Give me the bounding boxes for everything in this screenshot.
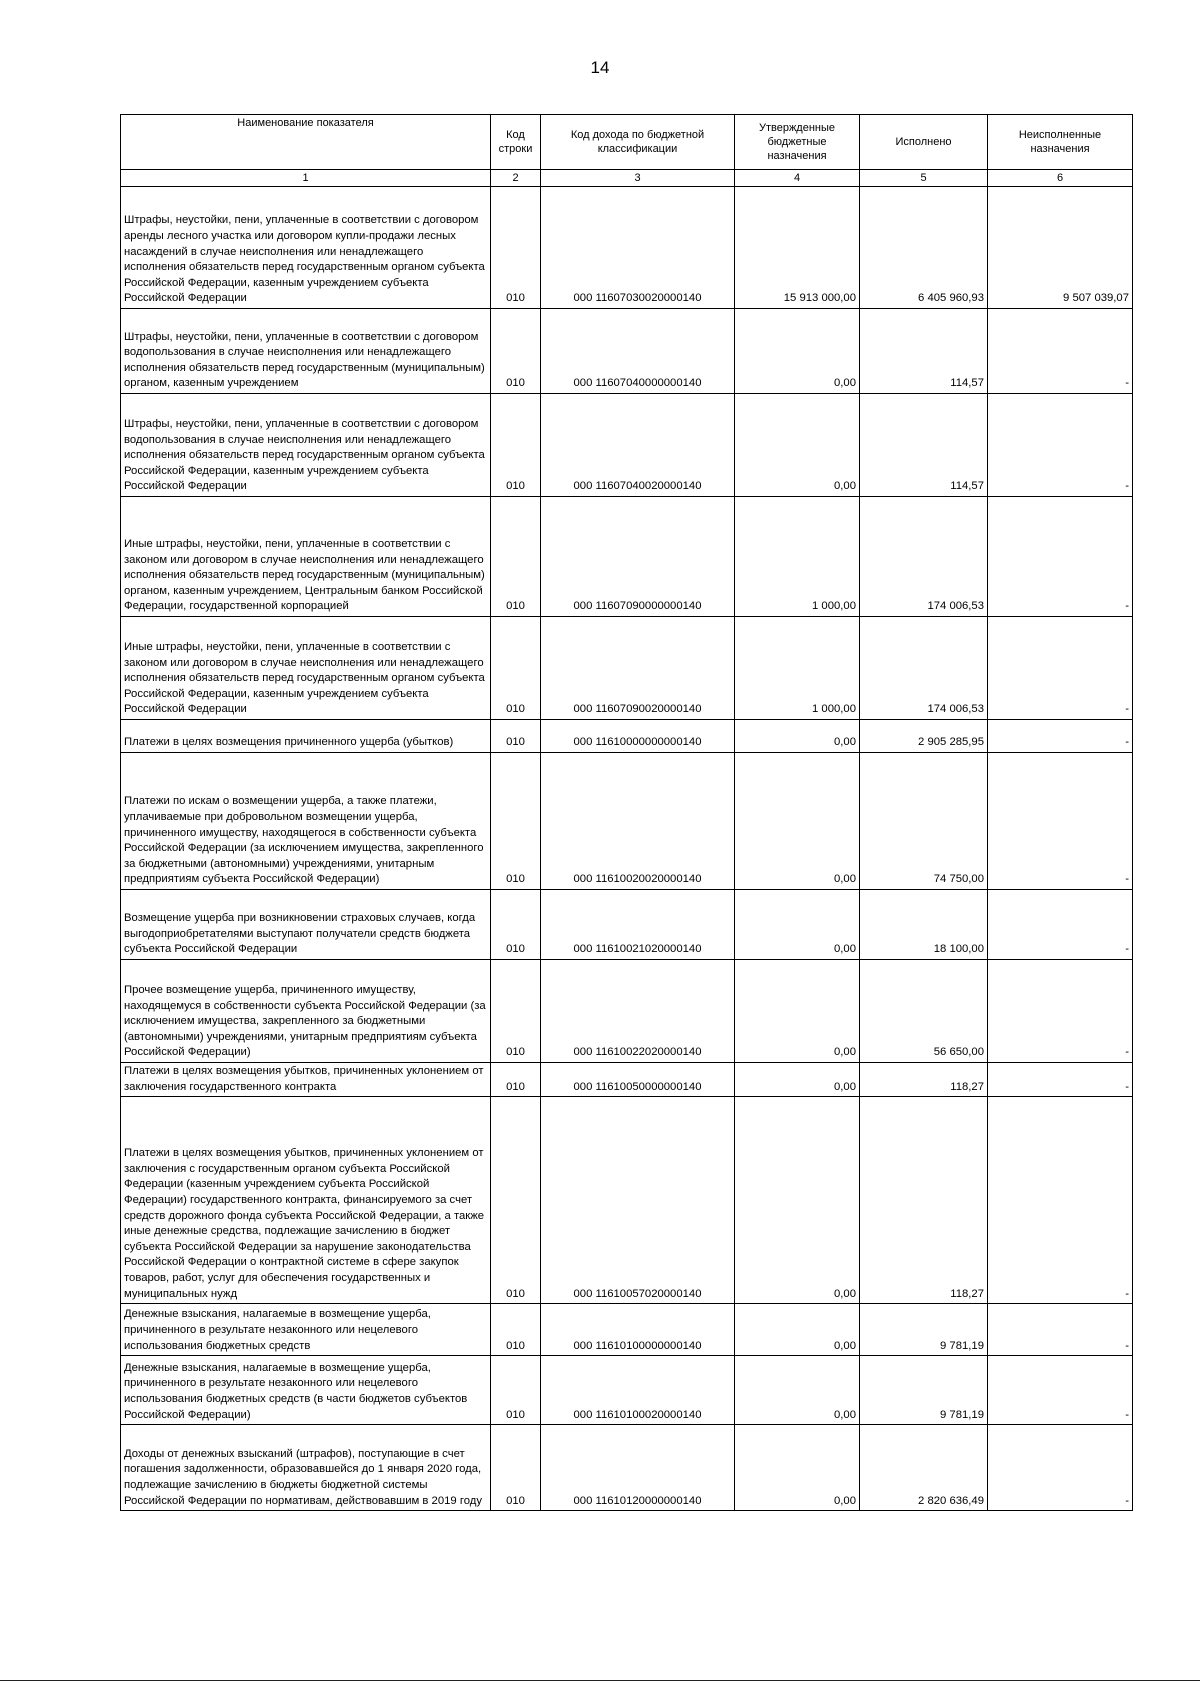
row-name: Доходы от денежных взысканий (штрафов), поступающие в счет погашения задолженности, образовавшейся до 1 января 2020 года, подлежащие зачислению в бюджеты бюджетной системы Российской Федерации по нормативам, действовавшим в 2019 году xyxy=(121,1425,491,1511)
page-number: 14 xyxy=(590,58,610,77)
column-number-row xyxy=(121,170,1133,187)
row-executed: 174 006,53 xyxy=(860,497,988,617)
row-unexecuted: - xyxy=(988,1304,1133,1356)
row-income-code: 000 11610057020000140 xyxy=(541,1097,735,1304)
row-code: 010 xyxy=(491,309,541,394)
budget-income-table xyxy=(120,114,1133,1511)
row-approved: 15 913 000,00 xyxy=(735,187,860,309)
row-unexecuted: - xyxy=(988,1097,1133,1304)
row-unexecuted: - xyxy=(988,720,1133,753)
row-unexecuted: - xyxy=(988,394,1133,497)
row-name: Штрафы, неустойки, пени, уплаченные в соответствии с договором аренды лесного участка или договором купли-продажи лесных насаждений в случае неисполнения или ненадлежащего исполнения обязательств перед государственным органом субъекта Российской Федерации, казенным учреждением субъекта Российской Федерации xyxy=(121,187,491,309)
row-approved: 0,00 xyxy=(735,960,860,1063)
row-unexecuted: - xyxy=(988,1063,1133,1097)
row-income-code: 000 11607040000000140 xyxy=(541,309,735,394)
row-code: 010 xyxy=(491,394,541,497)
row-approved: 0,00 xyxy=(735,890,860,960)
row-name: Платежи в целях возмещения убытков, причиненных уклонением от заключения с государственным органом субъекта Российской Федерации (казенным учреждением субъекта Российской Федерации) государственного контракта, финансируемого за счет средств дорожного фонда субъекта Российской Федерации, а также иные денежные средства, подлежащие зачислению в бюджет субъекта Российской Федерации за нарушение законодательства Российской Федерации о контрактной системе в сфере закупок товаров, работ, услуг для обеспечения государственных и муниципальных нужд xyxy=(121,1097,491,1304)
row-name: Штрафы, неустойки, пени, уплаченные в соответствии с договором водопользования в случае неисполнения или ненадлежащего исполнения обязательств перед государственным (муниципальным) органом, казенным учреждением xyxy=(121,309,491,394)
row-approved: 0,00 xyxy=(735,720,860,753)
row-code: 010 xyxy=(491,1063,541,1097)
header-unexecuted: Неисполненные назначения xyxy=(988,115,1133,170)
column-number: 2 xyxy=(491,170,541,187)
header-executed: Исполнено xyxy=(860,115,988,170)
row-unexecuted: - xyxy=(988,497,1133,617)
row-executed: 118,27 xyxy=(860,1097,988,1304)
row-unexecuted: - xyxy=(988,1356,1133,1425)
row-approved: 1 000,00 xyxy=(735,497,860,617)
row-income-code: 000 11610021020000140 xyxy=(541,890,735,960)
row-name: Прочее возмещение ущерба, причиненного имуществу, находящемуся в собственности субъекта Российской Федерации (за исключением имущества, закрепленного за бюджетными (автономными) учреждениями, унитарным предприятиям субъекта Российской Федерации) xyxy=(121,960,491,1063)
table-row xyxy=(121,753,1133,890)
row-approved: 0,00 xyxy=(735,1356,860,1425)
row-unexecuted: - xyxy=(988,1425,1133,1511)
row-executed: 114,57 xyxy=(860,309,988,394)
row-name: Денежные взыскания, налагаемые в возмещение ущерба, причиненного в результате незаконного или нецелевого использования бюджетных средств (в части бюджетов субъектов Российской Федерации) xyxy=(121,1356,491,1425)
row-unexecuted: - xyxy=(988,890,1133,960)
row-approved: 0,00 xyxy=(735,309,860,394)
row-code: 010 xyxy=(491,1425,541,1511)
row-name: Иные штрафы, неустойки, пени, уплаченные в соответствии с законом или договором в случае неисполнения или ненадлежащего исполнения обязательств перед государственным органом субъекта Российской Федерации, казенным учреждением субъекта Российской Федерации xyxy=(121,617,491,720)
row-income-code: 000 11610050000000140 xyxy=(541,1063,735,1097)
row-code: 010 xyxy=(491,617,541,720)
row-code: 010 xyxy=(491,1304,541,1356)
header-approved: Утвержденные бюджетные назначения xyxy=(735,115,860,170)
row-income-code: 000 11607030020000140 xyxy=(541,187,735,309)
header-row xyxy=(121,115,1133,170)
row-executed: 2 905 285,95 xyxy=(860,720,988,753)
row-unexecuted: - xyxy=(988,309,1133,394)
row-income-code: 000 11610120000000140 xyxy=(541,1425,735,1511)
row-approved: 1 000,00 xyxy=(735,617,860,720)
table-row xyxy=(121,187,1133,309)
table-row xyxy=(121,1304,1133,1356)
row-executed: 114,57 xyxy=(860,394,988,497)
row-name: Иные штрафы, неустойки, пени, уплаченные в соответствии с законом или договором в случае неисполнения или ненадлежащего исполнения обязательств перед государственным (муниципальным) органом, казенным учреждением, Центральным банком Российской Федерации, государственной корпорацией xyxy=(121,497,491,617)
row-name: Платежи по искам о возмещении ущерба, а также платежи, уплачиваемые при добровольном возмещении ущерба, причиненного имуществу, находящегося в собственности субъекта Российской Федерации (за исключением имущества, закрепленного за бюджетными (автономными) учреждениями, унитарным предприятиям субъекта Российской Федерации) xyxy=(121,753,491,890)
table-row xyxy=(121,960,1133,1063)
row-code: 010 xyxy=(491,1356,541,1425)
row-executed: 9 781,19 xyxy=(860,1356,988,1425)
row-unexecuted: - xyxy=(988,753,1133,890)
row-executed: 18 100,00 xyxy=(860,890,988,960)
row-executed: 2 820 636,49 xyxy=(860,1425,988,1511)
row-income-code: 000 11610020020000140 xyxy=(541,753,735,890)
row-income-code: 000 11607090000000140 xyxy=(541,497,735,617)
table-row xyxy=(121,617,1133,720)
row-approved: 0,00 xyxy=(735,753,860,890)
row-name: Платежи в целях возмещения убытков, причиненных уклонением от заключения государственного контракта xyxy=(121,1063,491,1097)
column-number: 6 xyxy=(988,170,1133,187)
row-code: 010 xyxy=(491,1097,541,1304)
row-code: 010 xyxy=(491,960,541,1063)
row-executed: 118,27 xyxy=(860,1063,988,1097)
row-executed: 174 006,53 xyxy=(860,617,988,720)
table-row xyxy=(121,890,1133,960)
row-name: Штрафы, неустойки, пени, уплаченные в соответствии с договором водопользования в случае неисполнения или ненадлежащего исполнения обязательств перед государственным органом субъекта Российской Федерации, казенным учреждением субъекта Российской Федерации xyxy=(121,394,491,497)
table-row xyxy=(121,720,1133,753)
row-approved: 0,00 xyxy=(735,1097,860,1304)
row-unexecuted: 9 507 039,07 xyxy=(988,187,1133,309)
scan-edge-line xyxy=(0,1680,1200,1681)
row-approved: 0,00 xyxy=(735,1304,860,1356)
row-executed: 56 650,00 xyxy=(860,960,988,1063)
row-executed: 9 781,19 xyxy=(860,1304,988,1356)
header-income-code: Код дохода по бюджетной классификации xyxy=(541,115,735,170)
row-unexecuted: - xyxy=(988,960,1133,1063)
row-executed: 74 750,00 xyxy=(860,753,988,890)
column-number: 1 xyxy=(121,170,491,187)
row-income-code: 000 11610000000000140 xyxy=(541,720,735,753)
row-income-code: 000 11607040020000140 xyxy=(541,394,735,497)
table-row xyxy=(121,1356,1133,1425)
row-code: 010 xyxy=(491,720,541,753)
row-approved: 0,00 xyxy=(735,1063,860,1097)
row-code: 010 xyxy=(491,890,541,960)
row-approved: 0,00 xyxy=(735,1425,860,1511)
row-income-code: 000 11610022020000140 xyxy=(541,960,735,1063)
row-name: Платежи в целях возмещения причиненного ущерба (убытков) xyxy=(121,720,491,753)
row-income-code: 000 11607090020000140 xyxy=(541,617,735,720)
column-number: 4 xyxy=(735,170,860,187)
row-income-code: 000 11610100000000140 xyxy=(541,1304,735,1356)
table-row xyxy=(121,1063,1133,1097)
table-row xyxy=(121,497,1133,617)
table-row xyxy=(121,394,1133,497)
header-name: Наименование показателя xyxy=(121,115,491,170)
column-number: 5 xyxy=(860,170,988,187)
table-row xyxy=(121,1425,1133,1511)
row-code: 010 xyxy=(491,187,541,309)
header-code: Код строки xyxy=(491,115,541,170)
row-code: 010 xyxy=(491,753,541,890)
row-code: 010 xyxy=(491,497,541,617)
column-number: 3 xyxy=(541,170,735,187)
row-executed: 6 405 960,93 xyxy=(860,187,988,309)
table-row xyxy=(121,1097,1133,1304)
table-row xyxy=(121,309,1133,394)
row-name: Денежные взыскания, налагаемые в возмещение ущерба, причиненного в результате незаконного или нецелевого использования бюджетных средств xyxy=(121,1304,491,1356)
row-income-code: 000 11610100020000140 xyxy=(541,1356,735,1425)
row-unexecuted: - xyxy=(988,617,1133,720)
row-name: Возмещение ущерба при возникновении страховых случаев, когда выгодоприобретателями выступают получатели средств бюджета субъекта Российской Федерации xyxy=(121,890,491,960)
row-approved: 0,00 xyxy=(735,394,860,497)
